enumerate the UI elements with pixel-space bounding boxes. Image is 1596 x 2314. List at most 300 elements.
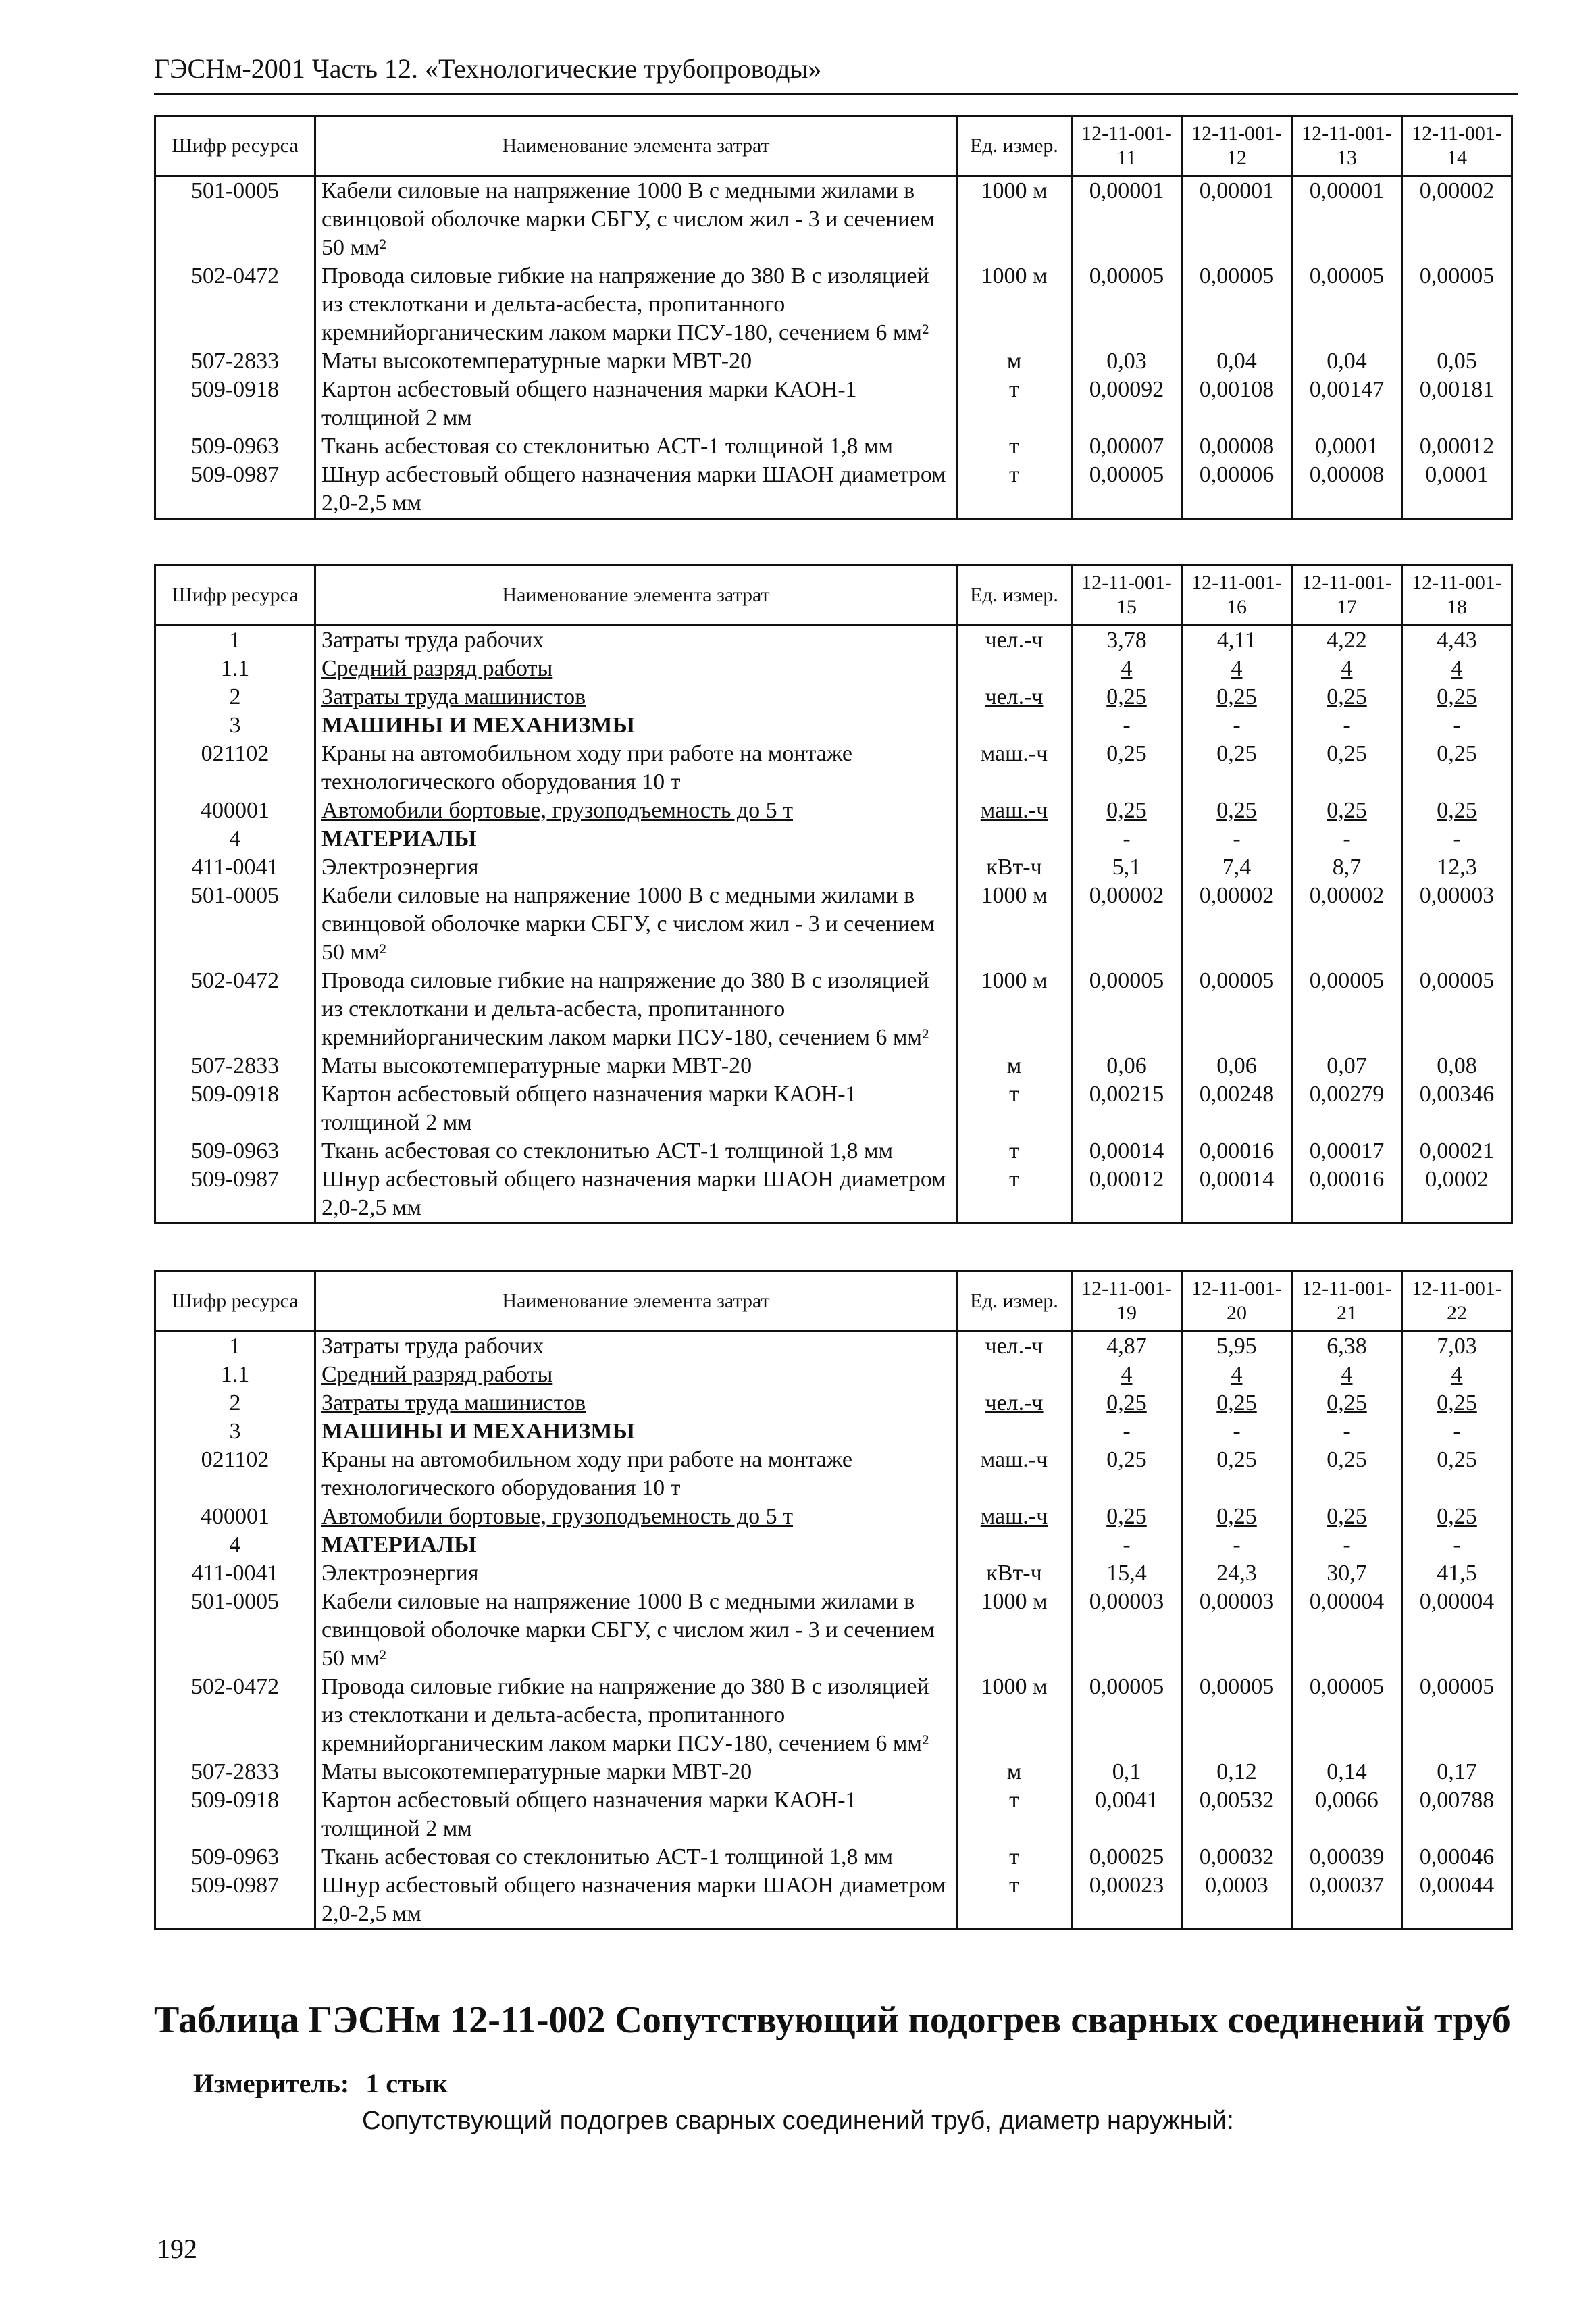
name-column-header: Наименование элемента затрат xyxy=(315,565,957,626)
norm-value: 4 xyxy=(1402,1361,1512,1389)
norm-value: 0,00032 xyxy=(1182,1843,1292,1871)
norm-value: 4,11 xyxy=(1182,626,1292,655)
norm-value: 0,25 xyxy=(1402,740,1512,797)
norm-value: 5,95 xyxy=(1182,1332,1292,1361)
cost-element-name: Кабели силовые на напряжение 1000 В с медными жилами в свинцовой оболочке марки СБГУ, с числом жил - 3 и сечением 50 мм² xyxy=(315,176,957,263)
norm-value: 0,00005 xyxy=(1402,1673,1512,1758)
norm-column-header: 12-11-001-12 xyxy=(1182,116,1292,176)
norm-value: 4 xyxy=(1292,655,1402,683)
cost-element-name: Ткань асбестовая со стеклонитью АСТ-1 толщиной 1,8 мм xyxy=(315,432,957,461)
table-row xyxy=(155,1052,1512,1080)
table-row xyxy=(155,1332,1512,1361)
norm-value: 0,00003 xyxy=(1072,1588,1182,1673)
norm-value: 0,25 xyxy=(1072,1446,1182,1503)
resource-code: 509-0963 xyxy=(155,1843,315,1871)
norm-value: - xyxy=(1402,711,1512,740)
unit-of-measure: маш.-ч xyxy=(957,1446,1072,1503)
norm-value: 0,00001 xyxy=(1182,176,1292,263)
norm-value: 0,25 xyxy=(1292,1503,1402,1531)
cost-element-name: Затраты труда рабочих xyxy=(315,626,957,655)
table-row xyxy=(155,1673,1512,1758)
norm-value: 0,00008 xyxy=(1292,461,1402,519)
cost-element-name: Провода силовые гибкие на напряжение до 380 В с изоляцией из стеклоткани и дельта-асбеста, пропитанного кремнийорганическим лаком марки ПСУ-180, сечением 6 мм² xyxy=(315,262,957,347)
cost-element-name: Шнур асбестовый общего назначения марки ШАОН диаметром 2,0-2,5 мм xyxy=(315,461,957,519)
norm-value: 0,00004 xyxy=(1402,1588,1512,1673)
norm-value: 0,25 xyxy=(1182,740,1292,797)
table-row xyxy=(155,1588,1512,1673)
unit-of-measure xyxy=(957,1361,1072,1389)
norm-value: 0,00012 xyxy=(1072,1165,1182,1224)
code-column-header: Шифр ресурса xyxy=(155,116,315,176)
norm-value: 0,25 xyxy=(1292,1446,1402,1503)
resource-code: 507-2833 xyxy=(155,347,315,376)
unit-column-header: Ед. измер. xyxy=(957,1272,1072,1332)
norm-column-header: 12-11-001-22 xyxy=(1402,1272,1512,1332)
norm-value: 0,25 xyxy=(1292,1389,1402,1417)
norm-value: 0,06 xyxy=(1072,1052,1182,1080)
cost-element-name: Маты высокотемпературные марки МВТ-20 xyxy=(315,347,957,376)
unit-of-measure: т xyxy=(957,1165,1072,1224)
table-row xyxy=(155,1137,1512,1165)
table-subtitle: Сопутствующий подогрев сварных соединений труб, диаметр наружный: xyxy=(362,2107,1234,2135)
norm-value: 7,4 xyxy=(1182,853,1292,882)
unit-of-measure: 1000 м xyxy=(957,262,1072,347)
cost-table-block-3 xyxy=(154,1270,1512,1930)
cost-element-name: Провода силовые гибкие на напряжение до 380 В с изоляцией из стеклоткани и дельта-асбеста, пропитанного кремнийорганическим лаком марки ПСУ-180, сечением 6 мм² xyxy=(315,1673,957,1758)
unit-of-measure xyxy=(957,655,1072,683)
unit-column-header: Ед. измер. xyxy=(957,116,1072,176)
norm-value: 0,04 xyxy=(1292,347,1402,376)
norm-value: 0,00046 xyxy=(1402,1843,1512,1871)
norm-value: 0,03 xyxy=(1072,347,1182,376)
header-row xyxy=(155,116,1512,176)
norm-value: 0,00003 xyxy=(1182,1588,1292,1673)
resource-code: 509-0963 xyxy=(155,432,315,461)
norm-value: 0,00788 xyxy=(1402,1786,1512,1843)
table-row xyxy=(155,740,1512,797)
unit-column-header: Ед. измер. xyxy=(957,565,1072,626)
norm-value: 0,06 xyxy=(1182,1052,1292,1080)
norm-value: 0,00016 xyxy=(1292,1165,1402,1224)
name-column-header: Наименование элемента затрат xyxy=(315,116,957,176)
norm-value: 0,00021 xyxy=(1402,1137,1512,1165)
norm-value: - xyxy=(1182,1417,1292,1446)
unit-of-measure: чел.-ч xyxy=(957,626,1072,655)
table-row xyxy=(155,347,1512,376)
unit-of-measure xyxy=(957,1417,1072,1446)
norm-value: 0,25 xyxy=(1072,1389,1182,1417)
table-row xyxy=(155,1503,1512,1531)
resource-code: 502-0472 xyxy=(155,967,315,1052)
table-row xyxy=(155,1361,1512,1389)
norm-value: 0,00005 xyxy=(1182,262,1292,347)
norm-value: 0,05 xyxy=(1402,347,1512,376)
norm-value: - xyxy=(1402,1531,1512,1559)
unit-of-measure: чел.-ч xyxy=(957,1389,1072,1417)
table-row xyxy=(155,797,1512,825)
norm-value: - xyxy=(1072,1417,1182,1446)
cost-element-name: Средний разряд работы xyxy=(315,655,957,683)
norm-value: 41,5 xyxy=(1402,1559,1512,1588)
norm-value: 4 xyxy=(1072,655,1182,683)
norm-value: 0,12 xyxy=(1182,1758,1292,1786)
cost-element-name: Картон асбестовый общего назначения марки КАОН-1 толщиной 2 мм xyxy=(315,376,957,432)
norm-value: 4 xyxy=(1292,1361,1402,1389)
unit-of-measure: т xyxy=(957,1080,1072,1137)
cost-element-name: Электроэнергия xyxy=(315,1559,957,1588)
cost-element-name: Ткань асбестовая со стеклонитью АСТ-1 толщиной 1,8 мм xyxy=(315,1843,957,1871)
resource-code: 509-0987 xyxy=(155,1871,315,1930)
norm-value: 0,00279 xyxy=(1292,1080,1402,1137)
resource-code: 2 xyxy=(155,1389,315,1417)
resource-code: 509-0963 xyxy=(155,1137,315,1165)
norm-column-header: 12-11-001-16 xyxy=(1182,565,1292,626)
unit-of-measure: чел.-ч xyxy=(957,1332,1072,1361)
cost-element-name: Маты высокотемпературные марки МВТ-20 xyxy=(315,1052,957,1080)
norm-value: 0,1 xyxy=(1072,1758,1182,1786)
norm-value: - xyxy=(1182,711,1292,740)
norm-column-header: 12-11-001-19 xyxy=(1072,1272,1182,1332)
table-row xyxy=(155,176,1512,263)
norm-value: 0,00037 xyxy=(1292,1871,1402,1930)
norm-value: 0,00005 xyxy=(1072,967,1182,1052)
unit-of-measure: т xyxy=(957,1137,1072,1165)
norm-column-header: 12-11-001-18 xyxy=(1402,565,1512,626)
norm-value: 0,00005 xyxy=(1072,262,1182,347)
norm-value: 0,00005 xyxy=(1292,262,1402,347)
cost-element-name: Средний разряд работы xyxy=(315,1361,957,1389)
resource-code: 021102 xyxy=(155,740,315,797)
norm-value: 0,25 xyxy=(1182,1446,1292,1503)
norm-value: 0,00532 xyxy=(1182,1786,1292,1843)
cost-element-name: Электроэнергия xyxy=(315,853,957,882)
cost-table xyxy=(154,115,1513,520)
unit-of-measure xyxy=(957,1531,1072,1559)
norm-value: 0,00001 xyxy=(1292,176,1402,263)
norm-value: 0,00007 xyxy=(1072,432,1182,461)
table-row xyxy=(155,711,1512,740)
norm-value: 4,43 xyxy=(1402,626,1512,655)
norm-value: 0,14 xyxy=(1292,1758,1402,1786)
table-title: Таблица ГЭСНм 12-11-002 Сопутствующий подогрев сварных соединений труб xyxy=(154,1999,1511,2041)
resource-code: 509-0987 xyxy=(155,1165,315,1224)
norm-value: 0,07 xyxy=(1292,1052,1402,1080)
norm-value: 0,00092 xyxy=(1072,376,1182,432)
norm-value: 4 xyxy=(1182,655,1292,683)
norm-value: 0,00008 xyxy=(1182,432,1292,461)
table-row xyxy=(155,825,1512,853)
norm-value: - xyxy=(1292,825,1402,853)
norm-value: 8,7 xyxy=(1292,853,1402,882)
norm-value: 0,08 xyxy=(1402,1052,1512,1080)
norm-value: 0,0001 xyxy=(1292,432,1402,461)
norm-column-header: 12-11-001-20 xyxy=(1182,1272,1292,1332)
norm-value: 0,00005 xyxy=(1292,1673,1402,1758)
norm-value: 0,00017 xyxy=(1292,1137,1402,1165)
cost-element-name: Кабели силовые на напряжение 1000 В с медными жилами в свинцовой оболочке марки СБГУ, с числом жил - 3 и сечением 50 мм² xyxy=(315,882,957,967)
resource-code: 400001 xyxy=(155,1503,315,1531)
unit-of-measure: м xyxy=(957,1052,1072,1080)
norm-column-header: 12-11-001-15 xyxy=(1072,565,1182,626)
norm-value: - xyxy=(1292,711,1402,740)
unit-of-measure: чел.-ч xyxy=(957,683,1072,711)
norm-value: - xyxy=(1072,711,1182,740)
code-column-header: Шифр ресурса xyxy=(155,1272,315,1332)
norm-value: 0,17 xyxy=(1402,1758,1512,1786)
resource-code: 507-2833 xyxy=(155,1052,315,1080)
unit-of-measure: маш.-ч xyxy=(957,1503,1072,1531)
unit-of-measure xyxy=(957,825,1072,853)
norm-value: 0,00346 xyxy=(1402,1080,1512,1137)
table-row xyxy=(155,967,1512,1052)
unit-of-measure: м xyxy=(957,1758,1072,1786)
norm-value: 0,00001 xyxy=(1072,176,1182,263)
table-row xyxy=(155,655,1512,683)
table-row xyxy=(155,626,1512,655)
norm-value: 0,00012 xyxy=(1402,432,1512,461)
unit-of-measure: т xyxy=(957,461,1072,519)
cost-element-name: Автомобили бортовые, грузоподъемность до 5 т xyxy=(315,797,957,825)
norm-value: 0,00215 xyxy=(1072,1080,1182,1137)
unit-of-measure: 1000 м xyxy=(957,176,1072,263)
norm-value: 5,1 xyxy=(1072,853,1182,882)
resource-code: 502-0472 xyxy=(155,1673,315,1758)
norm-value: - xyxy=(1182,1531,1292,1559)
norm-value: 0,00044 xyxy=(1402,1871,1512,1930)
table-row xyxy=(155,1165,1512,1224)
unit-of-measure: маш.-ч xyxy=(957,797,1072,825)
norm-value: 0,0066 xyxy=(1292,1786,1402,1843)
unit-of-measure: т xyxy=(957,1786,1072,1843)
norm-value: 4,22 xyxy=(1292,626,1402,655)
resource-code: 507-2833 xyxy=(155,1758,315,1786)
table-row xyxy=(155,1559,1512,1588)
norm-value: 24,3 xyxy=(1182,1559,1292,1588)
norm-value: 0,25 xyxy=(1402,1503,1512,1531)
norm-value: - xyxy=(1072,825,1182,853)
cost-element-name: МАШИНЫ И МЕХАНИЗМЫ xyxy=(315,1417,957,1446)
cost-element-name: Провода силовые гибкие на напряжение до 380 В с изоляцией из стеклоткани и дельта-асбеста, пропитанного кремнийорганическим лаком марки ПСУ-180, сечением 6 мм² xyxy=(315,967,957,1052)
unit-of-measure xyxy=(957,711,1072,740)
unit-of-measure: 1000 м xyxy=(957,1673,1072,1758)
table-row xyxy=(155,461,1512,519)
header-rule xyxy=(154,93,1518,95)
table-row xyxy=(155,432,1512,461)
cost-element-name: Автомобили бортовые, грузоподъемность до 5 т xyxy=(315,1503,957,1531)
table-row xyxy=(155,882,1512,967)
norm-column-header: 12-11-001-21 xyxy=(1292,1272,1402,1332)
resource-code: 1 xyxy=(155,626,315,655)
norm-value: 0,0002 xyxy=(1402,1165,1512,1224)
unit-of-measure: 1000 м xyxy=(957,1588,1072,1673)
norm-value: 0,00016 xyxy=(1182,1137,1292,1165)
norm-column-header: 12-11-001-17 xyxy=(1292,565,1402,626)
page-number: 192 xyxy=(157,2234,197,2264)
norm-value: 0,25 xyxy=(1402,1389,1512,1417)
norm-value: 0,00023 xyxy=(1072,1871,1182,1930)
norm-value: 0,0041 xyxy=(1072,1786,1182,1843)
norm-value: 0,04 xyxy=(1182,347,1292,376)
resource-code: 501-0005 xyxy=(155,882,315,967)
table-row xyxy=(155,1531,1512,1559)
resource-code: 502-0472 xyxy=(155,262,315,347)
unit-of-measure: 1000 м xyxy=(957,882,1072,967)
resource-code: 021102 xyxy=(155,1446,315,1503)
norm-value: 15,4 xyxy=(1072,1559,1182,1588)
norm-value: 0,00006 xyxy=(1182,461,1292,519)
table-row xyxy=(155,376,1512,432)
resource-code: 509-0918 xyxy=(155,376,315,432)
norm-value: 7,03 xyxy=(1402,1332,1512,1361)
norm-value: 0,00039 xyxy=(1292,1843,1402,1871)
norm-value: 0,00002 xyxy=(1072,882,1182,967)
cost-element-name: Затраты труда рабочих xyxy=(315,1332,957,1361)
resource-code: 1.1 xyxy=(155,1361,315,1389)
norm-value: - xyxy=(1292,1417,1402,1446)
norm-value: 0,25 xyxy=(1072,740,1182,797)
norm-value: 0,00005 xyxy=(1072,461,1182,519)
resource-code: 4 xyxy=(155,825,315,853)
resource-code: 501-0005 xyxy=(155,1588,315,1673)
unit-of-measure: кВт-ч xyxy=(957,853,1072,882)
norm-value: 0,25 xyxy=(1182,1389,1292,1417)
header-row xyxy=(155,565,1512,626)
norm-value: 6,38 xyxy=(1292,1332,1402,1361)
norm-value: 12,3 xyxy=(1402,853,1512,882)
table-row xyxy=(155,1389,1512,1417)
norm-value: - xyxy=(1402,1417,1512,1446)
norm-value: 0,25 xyxy=(1292,797,1402,825)
resource-code: 411-0041 xyxy=(155,853,315,882)
cost-element-name: Шнур асбестовый общего назначения марки ШАОН диаметром 2,0-2,5 мм xyxy=(315,1165,957,1224)
measure-line xyxy=(193,2067,464,2099)
norm-value: - xyxy=(1072,1531,1182,1559)
cost-table xyxy=(154,564,1513,1224)
norm-value: 0,25 xyxy=(1402,683,1512,711)
norm-value: 0,25 xyxy=(1402,1446,1512,1503)
resource-code: 411-0041 xyxy=(155,1559,315,1588)
cost-element-name: Затраты труда машинистов xyxy=(315,1389,957,1417)
norm-value: 0,0003 xyxy=(1182,1871,1292,1930)
cost-element-name: МАТЕРИАЛЫ xyxy=(315,1531,957,1559)
norm-value: 0,00004 xyxy=(1292,1588,1402,1673)
measure-value: 1 стык xyxy=(365,2068,448,2098)
unit-of-measure: кВт-ч xyxy=(957,1559,1072,1588)
norm-value: 4 xyxy=(1072,1361,1182,1389)
table-row xyxy=(155,1446,1512,1503)
norm-value: 0,25 xyxy=(1072,1503,1182,1531)
table-row xyxy=(155,1080,1512,1137)
norm-value: 30,7 xyxy=(1292,1559,1402,1588)
norm-value: 0,25 xyxy=(1182,683,1292,711)
norm-column-header: 12-11-001-13 xyxy=(1292,116,1402,176)
norm-value: - xyxy=(1292,1531,1402,1559)
norm-value: 0,00002 xyxy=(1292,882,1402,967)
measure-label: Измеритель: xyxy=(193,2068,350,2098)
cost-table-block-2 xyxy=(154,564,1512,1224)
resource-code: 509-0987 xyxy=(155,461,315,519)
cost-element-name: МАШИНЫ И МЕХАНИЗМЫ xyxy=(315,711,957,740)
page-header: ГЭСНм-2001 Часть 12. «Технологические трубопроводы» xyxy=(154,53,822,84)
norm-value: 0,25 xyxy=(1072,797,1182,825)
norm-value: 0,00002 xyxy=(1402,176,1512,263)
cost-table xyxy=(154,1270,1513,1930)
norm-value: 0,00108 xyxy=(1182,376,1292,432)
norm-value: 0,00005 xyxy=(1292,967,1402,1052)
norm-value: 4 xyxy=(1402,655,1512,683)
norm-value: 0,25 xyxy=(1292,740,1402,797)
table-row xyxy=(155,1786,1512,1843)
table-row xyxy=(155,1417,1512,1446)
unit-of-measure: м xyxy=(957,347,1072,376)
cost-element-name: Маты высокотемпературные марки МВТ-20 xyxy=(315,1758,957,1786)
table-row xyxy=(155,262,1512,347)
cost-element-name: Кабели силовые на напряжение 1000 В с медными жилами в свинцовой оболочке марки СБГУ, с числом жил - 3 и сечением 50 мм² xyxy=(315,1588,957,1673)
cost-element-name: Краны на автомобильном ходу при работе на монтаже технологического оборудования 10 т xyxy=(315,740,957,797)
resource-code: 1.1 xyxy=(155,655,315,683)
cost-element-name: Картон асбестовый общего назначения марки КАОН-1 толщиной 2 мм xyxy=(315,1080,957,1137)
norm-value: - xyxy=(1402,825,1512,853)
norm-value: 0,0001 xyxy=(1402,461,1512,519)
norm-value: 0,25 xyxy=(1292,683,1402,711)
norm-value: 0,00003 xyxy=(1402,882,1512,967)
unit-of-measure: т xyxy=(957,376,1072,432)
resource-code: 3 xyxy=(155,711,315,740)
table-row xyxy=(155,1871,1512,1930)
norm-value: 3,78 xyxy=(1072,626,1182,655)
norm-value: 0,00005 xyxy=(1072,1673,1182,1758)
norm-value: 0,00025 xyxy=(1072,1843,1182,1871)
norm-column-header: 12-11-001-14 xyxy=(1402,116,1512,176)
table-row xyxy=(155,1843,1512,1871)
resource-code: 509-0918 xyxy=(155,1080,315,1137)
resource-code: 509-0918 xyxy=(155,1786,315,1843)
norm-value: 0,00005 xyxy=(1182,1673,1292,1758)
norm-value: 0,00005 xyxy=(1402,967,1512,1052)
norm-value: 0,25 xyxy=(1402,797,1512,825)
resource-code: 1 xyxy=(155,1332,315,1361)
header-row xyxy=(155,1272,1512,1332)
cost-element-name: Затраты труда машинистов xyxy=(315,683,957,711)
cost-element-name: Шнур асбестовый общего назначения марки ШАОН диаметром 2,0-2,5 мм xyxy=(315,1871,957,1930)
norm-value: 0,00147 xyxy=(1292,376,1402,432)
norm-column-header: 12-11-001-11 xyxy=(1072,116,1182,176)
norm-value: - xyxy=(1182,825,1292,853)
norm-value: 0,00181 xyxy=(1402,376,1512,432)
norm-value: 0,00005 xyxy=(1182,967,1292,1052)
norm-value: 0,00002 xyxy=(1182,882,1292,967)
unit-of-measure: 1000 м xyxy=(957,967,1072,1052)
cost-element-name: МАТЕРИАЛЫ xyxy=(315,825,957,853)
cost-element-name: Картон асбестовый общего назначения марки КАОН-1 толщиной 2 мм xyxy=(315,1786,957,1843)
cost-table-block-1 xyxy=(154,115,1512,520)
resource-code: 2 xyxy=(155,683,315,711)
resource-code: 501-0005 xyxy=(155,176,315,263)
resource-code: 400001 xyxy=(155,797,315,825)
name-column-header: Наименование элемента затрат xyxy=(315,1272,957,1332)
unit-of-measure: т xyxy=(957,432,1072,461)
norm-value: 0,00014 xyxy=(1182,1165,1292,1224)
resource-code: 4 xyxy=(155,1531,315,1559)
norm-value: 0,00014 xyxy=(1072,1137,1182,1165)
table-row xyxy=(155,1758,1512,1786)
norm-value: 4 xyxy=(1182,1361,1292,1389)
norm-value: 0,00248 xyxy=(1182,1080,1292,1137)
cost-element-name: Краны на автомобильном ходу при работе на монтаже технологического оборудования 10 т xyxy=(315,1446,957,1503)
unit-of-measure: маш.-ч xyxy=(957,740,1072,797)
unit-of-measure: т xyxy=(957,1871,1072,1930)
norm-value: 0,25 xyxy=(1182,1503,1292,1531)
